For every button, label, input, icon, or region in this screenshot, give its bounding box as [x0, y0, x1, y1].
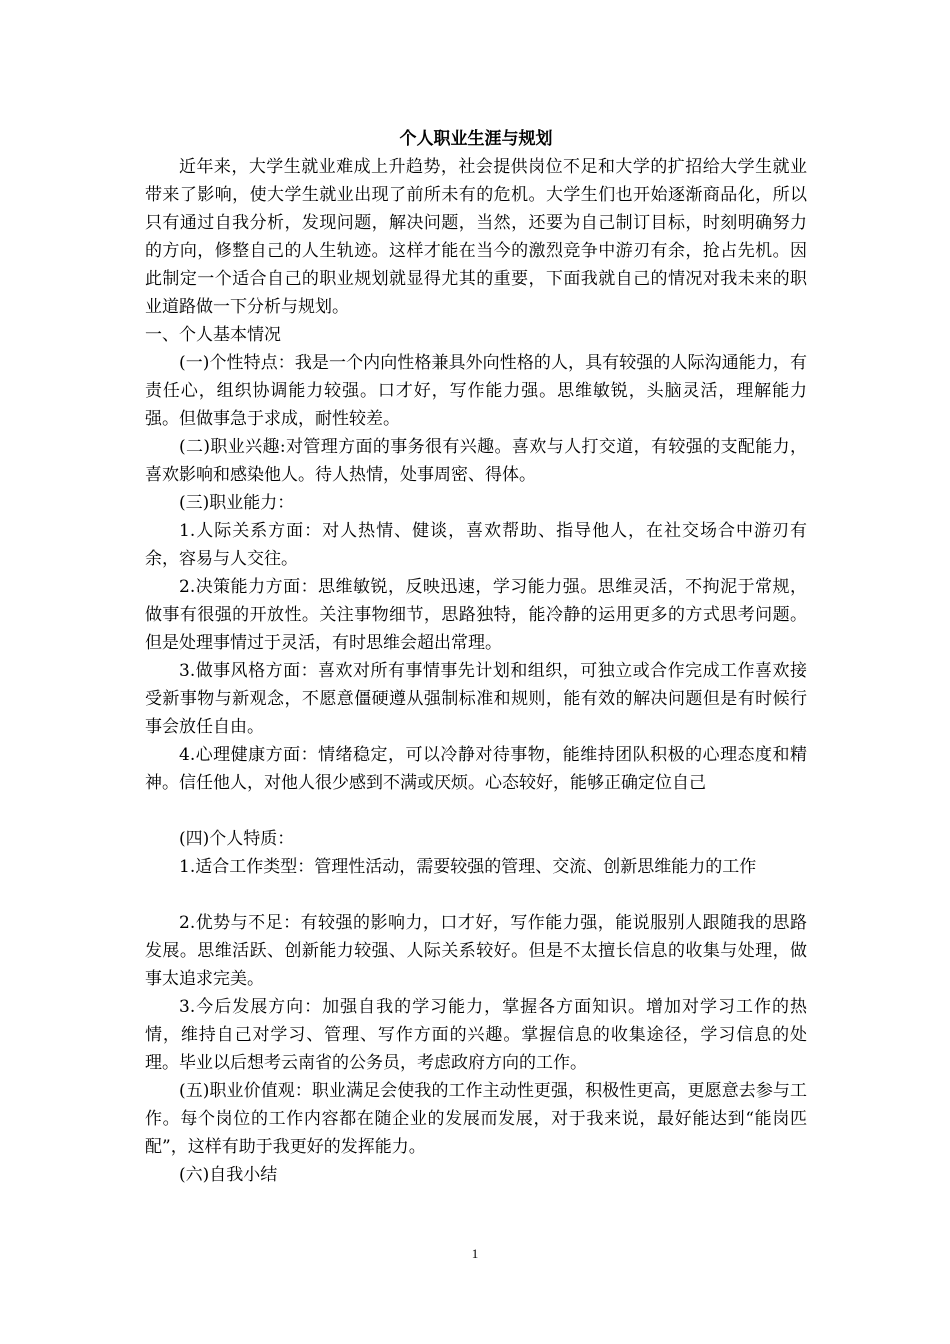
blank-line [145, 797, 807, 825]
intro-paragraph: 近年来，大学生就业难成上升趋势，社会提供岗位不足和大学的扩招给大学生就业带来了影响，使大学生就业出现了前所未有的危机。大学生们也开始逐渐商品化，所以只有通过自我分析，发现问题，解决问题，当然，还要为自己制订目标，时刻明确努力的方向，修整自己的人生轨迹。这样才能在当今的激烈竞争中游刃有余，抢占先机。因此制定一个适合自己的职业规划就显得尤其的重要，下面我就自己的情况对我未来的职业道路做一下分析与规划。 [145, 157, 807, 317]
career-interest-paragraph: (二)职业兴趣:对管理方面的事务很有兴趣。喜欢与人打交道，有较强的支配能力，喜欢影响和感染他人。待人热情，处事周密、得体。 [145, 437, 807, 485]
page-number: 1 [471, 1246, 479, 1261]
self-summary-heading: (六)自我小结 [179, 1165, 278, 1185]
interpersonal-paragraph: 1.人际关系方面：对人热情、健谈，喜欢帮助、指导他人，在社交场合中游刃有余，容易与人交往。 [145, 521, 807, 569]
work-style-paragraph: 3.做事风格方面：喜欢对所有事情事先计划和组织，可独立或合作完成工作喜欢接受新事物与新观念，不愿意僵硬遵从强制标准和规则，能有效的解决问题但是有时候行事会放任自由。 [145, 661, 807, 737]
future-direction-paragraph: 3.今后发展方向：加强自我的学习能力，掌握各方面知识。增加对学习工作的热情，维持自己对学习、管理、写作方面的兴趣。掌握信息的收集途径，学习信息的处理。毕业以后想考云南省的公务员，考虑政府方向的工作。 [145, 997, 807, 1073]
strengths-weaknesses-paragraph: 2.优势与不足：有较强的影响力，口才好，写作能力强，能说服别人跟随我的思路发展。思维活跃、创新能力较强、人际关系较好。但是不太擅长信息的收集与处理，做事太追求完美。 [145, 913, 807, 989]
blank-line [145, 881, 807, 909]
suitable-work-paragraph: 1.适合工作类型：管理性活动，需要较强的管理、交流、创新思维能力的工作 [179, 857, 757, 877]
career-ability-heading: (三)职业能力： [179, 493, 295, 513]
personal-traits-heading: (四)个人特质： [179, 829, 295, 849]
career-values-paragraph: (五)职业价值观：职业满足会使我的工作主动性更强，积极性更高，更愿意去参与工作。每个岗位的工作内容都在随企业的发展而发展，对于我来说，最好能达到“能岗匹配”，这样有助于我更好的发挥能力。 [145, 1081, 807, 1157]
personality-paragraph: (一)个性特点：我是一个内向性格兼具外向性格的人，具有较强的人际沟通能力，有责任心，组织协调能力较强。口才好，写作能力强。思维敏锐，头脑灵活，理解能力强。但做事急于求成，耐性较差。 [145, 353, 807, 429]
mental-health-paragraph: 4.心理健康方面：情绪稳定，可以冷静对待事物，能维持团队积极的心理态度和精神。信任他人，对他人很少感到不满或厌烦。心态较好，能够正确定位自己 [145, 745, 807, 793]
document-title: 个人职业生涯与规划 [399, 129, 553, 149]
decision-paragraph: 2.决策能力方面：思维敏锐，反映迅速，学习能力强。思维灵活，不拘泥于常规，做事有很强的开放性。关注事物细节，思路独特，能冷静的运用更多的方式思考问题。但是处理事情过于灵活，有时思维会超出常理。 [145, 577, 807, 653]
document-page [145, 125, 807, 1189]
section-heading-basic-info: 一、个人基本情况 [145, 325, 281, 345]
